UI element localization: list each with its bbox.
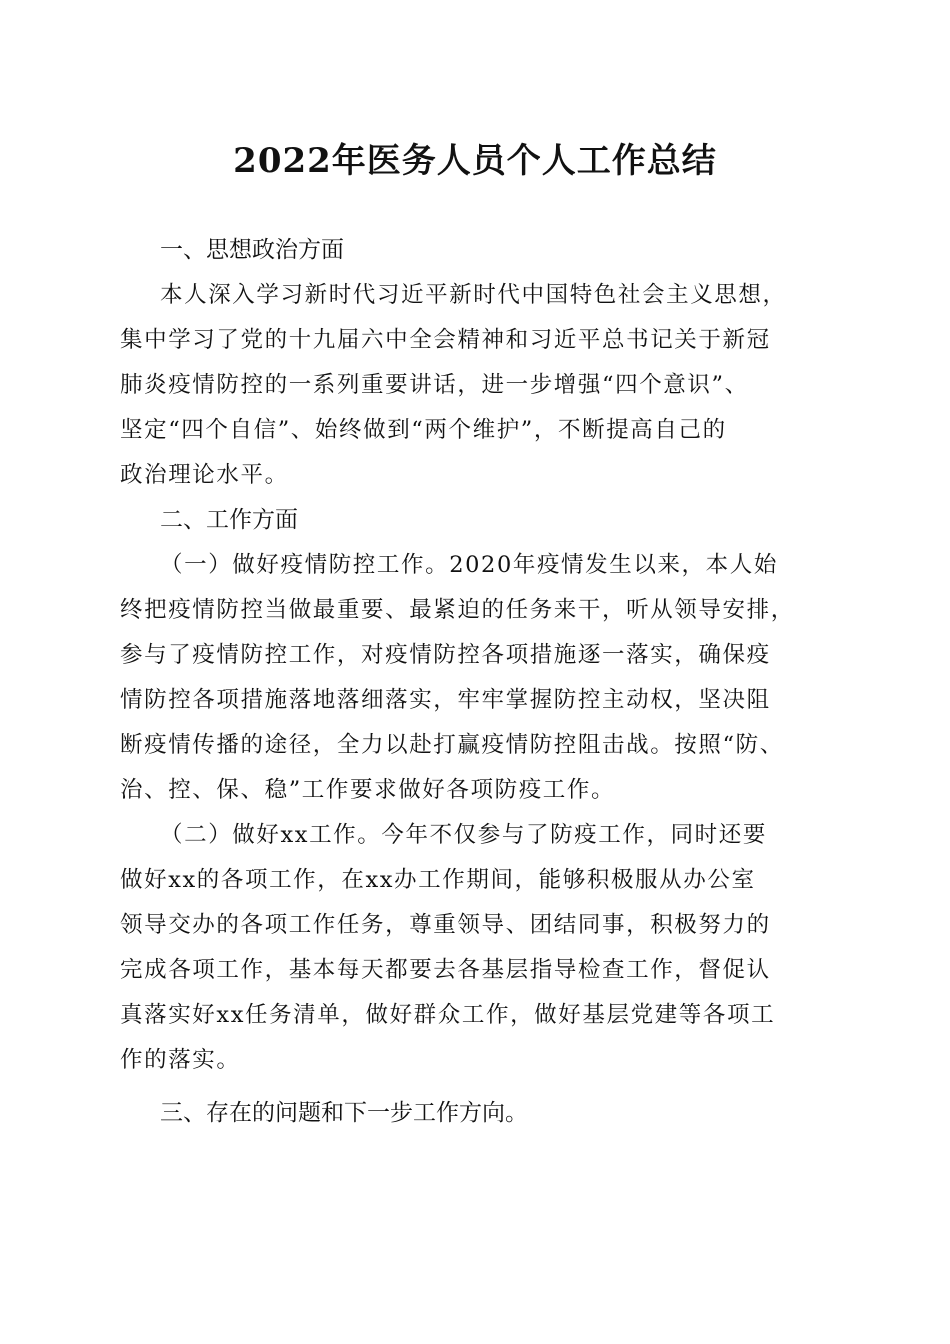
text-line: 治、控、保、稳”工作要求做好各项防疫工作。	[120, 777, 616, 803]
text-line: 政治理论水平。	[120, 462, 289, 488]
document-title: 2022年医务人员个人工作总结	[233, 141, 717, 181]
text-line: 完成各项工作，基本每天都要去各基层指导检查工作，督促认	[120, 957, 771, 983]
paragraph-xx-work	[120, 813, 836, 1083]
section-heading-2: 二、工作方面	[160, 507, 298, 533]
document-body	[120, 228, 836, 1136]
text-line: （二）做好xx工作。今年不仅参与了防疫工作，同时还要	[160, 822, 767, 848]
section-heading-3: 三、存在的问题和下一步工作方向。	[160, 1100, 528, 1126]
text-line: 参与了疫情防控工作，对疫情防控各项措施逐一落实，确保疫	[120, 642, 771, 668]
text-line: 领导交办的各项工作任务，尊重领导、团结同事，积极努力的	[120, 912, 771, 938]
text-line: 肺炎疫情防控的一系列重要讲话，进一步增强“四个意识”、	[120, 372, 749, 398]
text-line: （一）做好疫情防控工作。2020年疫情发生以来，本人始	[160, 552, 778, 578]
text-line: 作的落实。	[120, 1047, 241, 1073]
text-line: 终把疫情防控当做最重要、最紧迫的任务来干，听从领导安排，	[120, 597, 795, 623]
text-line: 断疫情传播的途径，全力以赴打赢疫情防控阻击战。按照“防、	[120, 732, 784, 758]
text-line: 坚定“四个自信”、始终做到“两个维护”，不断提高自己的	[120, 417, 727, 443]
text-line: 做好xx的各项工作，在xx办工作期间，能够积极服从办公室	[120, 867, 756, 893]
text-line: 本人深入学习新时代习近平新时代中国特色社会主义思想，	[160, 282, 787, 308]
text-line: 真落实好xx任务清单，做好群众工作，做好基层党建等各项工	[120, 1002, 776, 1028]
text-line: 集中学习了党的十九届六中全会精神和习近平总书记关于新冠	[120, 327, 771, 353]
section-heading-1: 一、思想政治方面	[160, 237, 344, 263]
text-line: 情防控各项措施落地落细落实，牢牢掌握防控主动权，坚决阻	[120, 687, 771, 713]
paragraph-political	[120, 273, 836, 498]
paragraph-epidemic	[120, 543, 836, 813]
